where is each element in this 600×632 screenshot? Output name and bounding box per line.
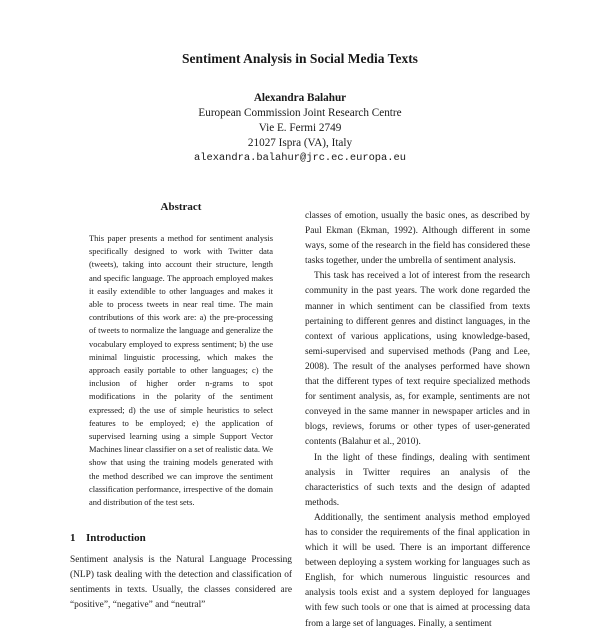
- body-paragraph: classes of emotion, usually the basic ones, as described by Paul Ekman (Ekman, 1992). Although different in some ways, some of the research in the field has considered these tasks together, under the umbrella of sentiment analysis.: [305, 211, 530, 267]
- body-paragraph: This task has received a lot of interest from the research community in the past years. The work done regarded the manner in which sentiment can be classified from texts pertaining to different genres and distinct languages, in the context of various applications, using knowledge-based, semi-supervised and supervised methods (Pang and Lee, 2008). The result of the analyses performed have shown that the different types of text require specialized methods for sentiment analysis, as, for example, sentiments are not conveyed in the same manner in newspaper articles and in blogs, reviews, forums or other types of user-generated contents (Balahur et al., 2010).: [305, 271, 530, 448]
- section-title: Introduction: [86, 532, 146, 544]
- right-column: [305, 209, 530, 632]
- introduction-heading: [70, 531, 146, 545]
- section-number: 1: [70, 532, 76, 544]
- author-block: [0, 91, 600, 166]
- abstract-heading: Abstract: [160, 201, 202, 213]
- abstract-text: This paper presents a method for sentiment analysis specifically designed to work with Twitter data (tweets), taking into account their structure, length and specific language. The approach employed makes it easily extendible to other languages and makes it able to process tweets in near real time. The main contributions of this work are: a) the pre-processing of tweets to normalize the language and generalize the vocabulary employed to express sentiment; b) the use minimal linguistic processing, which makes the approach easily portable to other languages; c) the inclusion of higher order n-grams to spot modifications in the polarity of the sentiment expressed; d) the use of simple heuristics to select features to be employed; e) the application of supervised learning using a simple Support Vector Machines linear classifier on a set of realistic data. We show that using the training models generated with the method described we can improve the sentiment classification performance, irrespective of the domain and distribution of the test sets.: [89, 233, 273, 508]
- author-name: Alexandra Balahur: [253, 92, 347, 104]
- abstract-section: [70, 200, 292, 509]
- author-email: alexandra.balahur@jrc.ec.europa.eu: [193, 152, 406, 164]
- introduction-paragraph: Sentiment analysis is the Natural Language Processing (NLP) task dealing with the detection and classification of sentiments in texts. Usually, the classes considered are “positive”, “negative” and “neutral”: [70, 555, 292, 611]
- body-paragraph: Additionally, the sentiment analysis method employed has to consider the requirements of the final application in which it will be used. There is an important difference between deploying a system working for languages such as English, for which numerous linguistic resources and analysis tools exist and a system deployed for languages with few such tools or one that is aimed at processing data from a large set of languages. Finally, a sentiment: [305, 512, 530, 629]
- author-affiliation: European Commission Joint Research Centre: [198, 107, 402, 119]
- introduction-body: [70, 553, 292, 613]
- paper-title: Sentiment Analysis in Social Media Texts: [182, 51, 418, 66]
- body-paragraph: In the light of these findings, dealing with sentiment analysis in Twitter requires an analysis of the characteristics of such texts and the design of adapted methods.: [305, 452, 530, 508]
- author-address-line2: 21027 Ispra (VA), Italy: [247, 137, 353, 149]
- author-address-line1: Vie E. Fermi 2749: [258, 122, 342, 134]
